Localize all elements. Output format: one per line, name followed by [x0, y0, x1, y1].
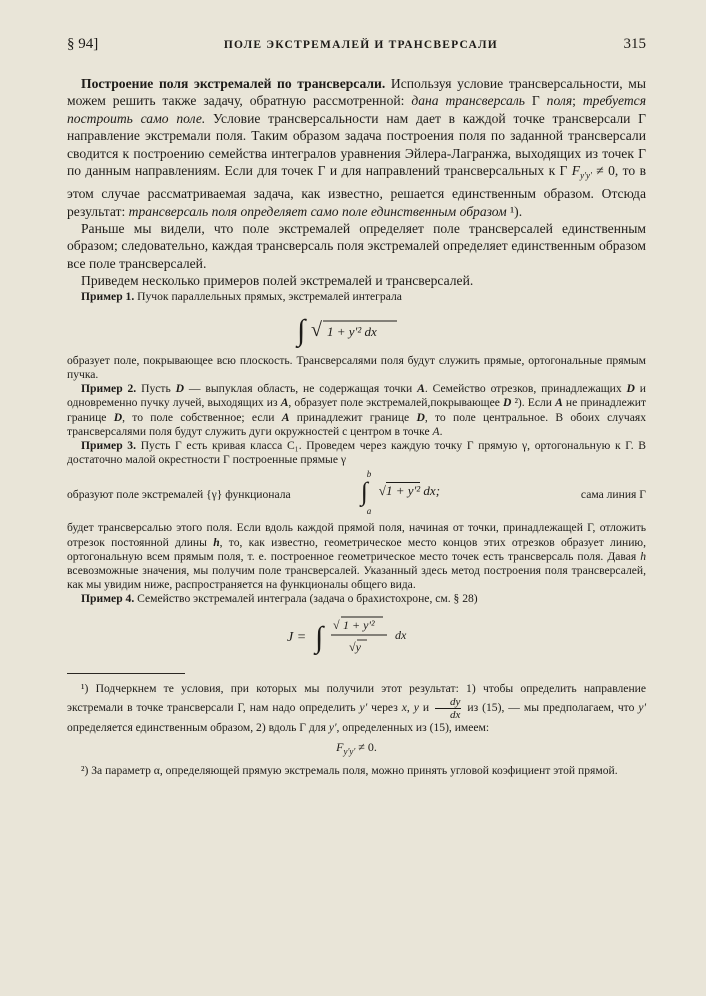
formula-brachistochrone — [67, 611, 646, 659]
footnote-2: ²) За параметр α, определяющей прямую экстремаль поля, можно принять угловой коэфициент этой прямой. — [81, 764, 618, 778]
example-4: Пример 4. Семейство экстремалей интеграла (задача о брахистохроне, см. § 28) — [81, 592, 478, 606]
paragraph-field-construction: Построение поля экстремалей по трансверсали. Используя условие трансверсальности, мы можем решить также задачу, обратную рассмотренной: дана трансверсаль Г поля; требуется построить само поле. Условие трансверсальности нам дает в каждой точке трансверсали Г направление экстремали поля. Таким образом задача построения поля по заданной трансверсали сводится к построению семейства интегралов уравнения Эйлера-Лагранжа, выходящих из точек Г по данным направлениям. Если для точек Г и для направлений трансверсальных к Г $F_{y'y'} \ne 0$, то в этом случае рассматриваемая задача, как известно, решается единственным образом. Отсюда результат: трансверсаль поля определяет само поле единственным образом ¹). — [67, 76, 647, 219]
svg-text:√: √ — [310, 318, 322, 341]
section-ref: § 94] — [67, 36, 99, 52]
example-1-continuation: образует поле, покрывающее всю плоскость. Трансверсалями поля будут служить прямые, ортогональные прямым пучка. — [67, 353, 646, 381]
formula-arc-length — [67, 308, 646, 350]
example-3-continuation: будет трансверсалью этого поля. Если вдоль каждой прямой поля, начиная от точки, принадлежащей Г, отложить отрезок постоянной длины h, то, как известно, геометрическое место концов этих отрезков образует линию, ортогональную всем прямым поля, т. е. построенное геометрическое место точек есть трансверсаль поля. Давая h всевозможные значения, мы получим поле трансверсалей. Указанный здесь метод построения поля трансверсалей, как мы увидим ниже, распространяется на функционалы общего вида. — [67, 521, 646, 592]
running-header — [67, 36, 646, 53]
running-title: ПОЛЕ ЭКСТРЕМАЛЕЙ И ТРАНСВЕРСАЛИ — [223, 39, 498, 51]
svg-text:∫: ∫ — [296, 313, 305, 347]
example-1: Пример 1. Пучок параллельных прямых, экстремалей интеграла — [81, 289, 402, 303]
paragraph-field-uniqueness: Раньше мы видели, что поле экстремалей определяет поле трансверсалей единственным образом; следовательно, каждая трансверсаль поля экстремалей определяет единственным образом все поле трансверсалей. — [67, 220, 646, 271]
brachistochrone-integral-graphic — [257, 611, 457, 659]
example-3-right-text: сама линия Г — [580, 487, 646, 501]
svg-text:1 + y'² dx: 1 + y'² dx — [326, 323, 377, 339]
derivative-fraction: $\frac{dy}{dx}$ — [435, 696, 461, 721]
paragraph-examples-intro: Приведем несколько примеров полей экстремалей и трансверсалей. — [81, 273, 474, 289]
example-3: Пример 3. Пусть Г есть кривая класса C₁. Проведем через каждую точку Г прямую γ, ортогональную к Г. В достаточно малой окрестности Г построенные прямые γ — [67, 439, 647, 467]
example-3-left-text: образуют поле экстремалей {γ} функционала — [67, 487, 291, 501]
svg-text:dx: dx — [394, 627, 406, 642]
svg-text:√y: √y — [348, 639, 361, 654]
integral-formula-graphic — [277, 308, 437, 350]
example-3-formula-row — [67, 469, 646, 519]
svg-text:1 + y'²: 1 + y'² — [342, 617, 375, 632]
page-number: 315 — [623, 36, 646, 52]
footnote-rule — [67, 673, 185, 674]
svg-text:∫: ∫ — [314, 620, 323, 654]
footnote-1: ¹) Подчеркнем те условия, при которых мы получили этот результат: 1) чтобы определить направление экстремали в точке трансверсали Г, нам надо определить y' через x, y и $\frac{dy}{dx}$ из (15), — мы предполагаем, что y' определяется единственным образом, 2) вдоль Г для y', определенных из (15), имеем: — [67, 681, 646, 735]
definite-integral-formula: b ∫ a √1 + y'² dx; — [360, 469, 441, 517]
footnote-1-formula: $F_{y'y'} \ne 0$. — [336, 739, 377, 757]
svg-text:J =: J = — [286, 629, 306, 645]
example-2: Пример 2. Пусть D — выпуклая область, не содержащая точки A. Семейство отрезков, принадлежащих D и одновременно пучку лучей, выходящих из A, образует поле экстремалей,покрывающее D ²). Если A не принадлежит границе D, то поле собственное; если A принадлежит границе D, то поле центральное. В обоих случаях трансверсалями поля будут служить дуги окружностей с центром в точке A. — [67, 382, 647, 438]
svg-text:√: √ — [332, 617, 340, 632]
